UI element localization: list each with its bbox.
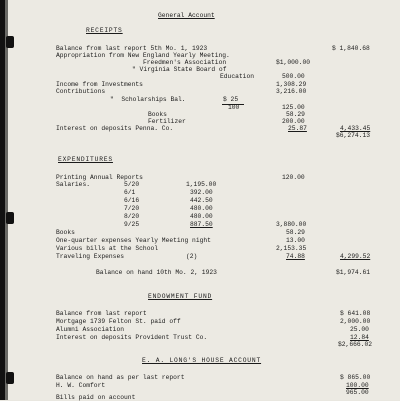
income-label: Income from Investments: [56, 81, 143, 88]
expenditures-heading: EXPENDITURES: [58, 156, 113, 163]
receipts-subtotal: 4,433.45: [340, 125, 371, 132]
receipts-books-label: Books: [148, 111, 167, 118]
alumni-amount: 25.00: [350, 326, 369, 333]
punch-hole: [6, 372, 14, 384]
comfort-label: H. W. Comfort: [56, 382, 106, 389]
traveling-note: (2): [186, 253, 198, 260]
freedmen-label: Freedmen's Association: [143, 59, 227, 66]
salary-amount: 887.50: [190, 221, 213, 228]
salary-amount: 1,195.00: [186, 181, 217, 188]
mortgage-amount: 2,000.00: [340, 318, 371, 325]
scholarships-bal-1: $ 25: [223, 96, 239, 103]
alumni-label: Alumni Association: [56, 326, 125, 333]
house-balance-amount: $ 865.00: [340, 374, 371, 381]
salary-date: 9/25: [124, 221, 140, 228]
quarter-expenses-label: One-quarter expenses Yearly Meeting night: [56, 237, 211, 244]
receipts-books-amount: 58.29: [286, 111, 305, 118]
exp-books-amount: 58.29: [286, 229, 305, 236]
endowment-heading: ENDOWMENT FUND: [148, 293, 213, 300]
scholarships-rule: [222, 104, 244, 105]
receipts-balance-amount: $ 1,840.68: [332, 45, 370, 52]
house-account-heading: E. A. LONG'S HOUSE ACCOUNT: [142, 357, 262, 364]
expenditures-total: 4,299.52: [340, 253, 371, 260]
receipts-heading: RECEIPTS: [86, 27, 123, 34]
fertilizer-amount: 200.00: [282, 118, 305, 125]
punch-hole: [6, 36, 14, 48]
virginia-label-line1: " Virginia State Board of: [132, 66, 227, 73]
interest-penna-label: Interest on deposits Penna. Co.: [56, 125, 174, 132]
virginia-label-line2: Education: [220, 73, 255, 80]
salaries-total: 3,880.00: [276, 221, 307, 228]
salary-date: 5/20: [124, 181, 140, 188]
house-balance-label: Balance on hand as per last report: [56, 374, 185, 381]
house-subtotal: 965.00: [346, 389, 369, 396]
page-title: General Account: [158, 12, 215, 19]
salary-date: 6/16: [124, 197, 140, 204]
binding-strip: [0, 0, 8, 400]
various-bills-label: Various bills at the School: [56, 245, 159, 252]
scholarships-bal-2: 100: [228, 104, 240, 111]
salary-amount: 480.00: [190, 205, 213, 212]
salary-date: 7/20: [124, 205, 140, 212]
closing-balance-label: Balance on hand 10th Mo. 2, 1923: [96, 269, 217, 276]
receipts-total: $6,274.13: [336, 132, 371, 139]
salary-amount: 442.50: [190, 197, 213, 204]
salary-amount: 480.00: [190, 213, 213, 220]
contributions-amount: 3,216.00: [276, 88, 307, 95]
printing-label: Printing Annual Reports: [56, 174, 143, 181]
endowment-balance-amount: $ 641.08: [340, 310, 371, 317]
income-amount: 1,308.29: [276, 81, 307, 88]
appropriation-label: Appropriation from New England Yearly Meeting.: [56, 52, 230, 59]
fertilizer-label: Fertilizer: [148, 118, 186, 125]
salary-amount: 392.00: [190, 189, 213, 196]
mortgage-label: Mortgage 1739 Felton St. paid off: [56, 318, 181, 325]
provident-interest-label: Interest on deposits Provident Trust Co.: [56, 334, 208, 341]
punch-hole: [6, 212, 14, 224]
salary-date: 8/20: [124, 213, 140, 220]
scholarships-label: " Scholarships Bal.: [110, 96, 186, 103]
freedmen-amount: $1,000.00: [276, 59, 311, 66]
exp-books-label: Books: [56, 229, 75, 236]
traveling-amount: 74.88: [286, 253, 305, 260]
quarter-expenses-amount: 13.00: [286, 237, 305, 244]
scholarships-amount: 125.00: [282, 104, 305, 111]
contributions-label: Contributions: [56, 88, 106, 95]
traveling-label: Traveling Expenses: [56, 253, 125, 260]
interest-penna-amount: 25.87: [288, 125, 307, 132]
bills-paid-label: Bills paid on account: [56, 394, 136, 401]
provident-interest-amount: 12.84: [350, 334, 369, 341]
virginia-amount: 500.00: [282, 73, 305, 80]
various-bills-amount: 2,153.35: [276, 245, 307, 252]
endowment-total: $2,666.02: [338, 341, 373, 348]
salaries-label: Salaries.: [56, 181, 91, 188]
salary-date: 6/1: [124, 189, 136, 196]
comfort-amount: 100.00: [346, 382, 369, 389]
endowment-balance-label: Balance from last report: [56, 310, 147, 317]
closing-balance-amount: $1,974.61: [336, 269, 371, 276]
receipts-balance-label: Balance from last report 5th Mo. 1, 1923: [56, 45, 208, 52]
printing-amount: 120.00: [282, 174, 305, 181]
